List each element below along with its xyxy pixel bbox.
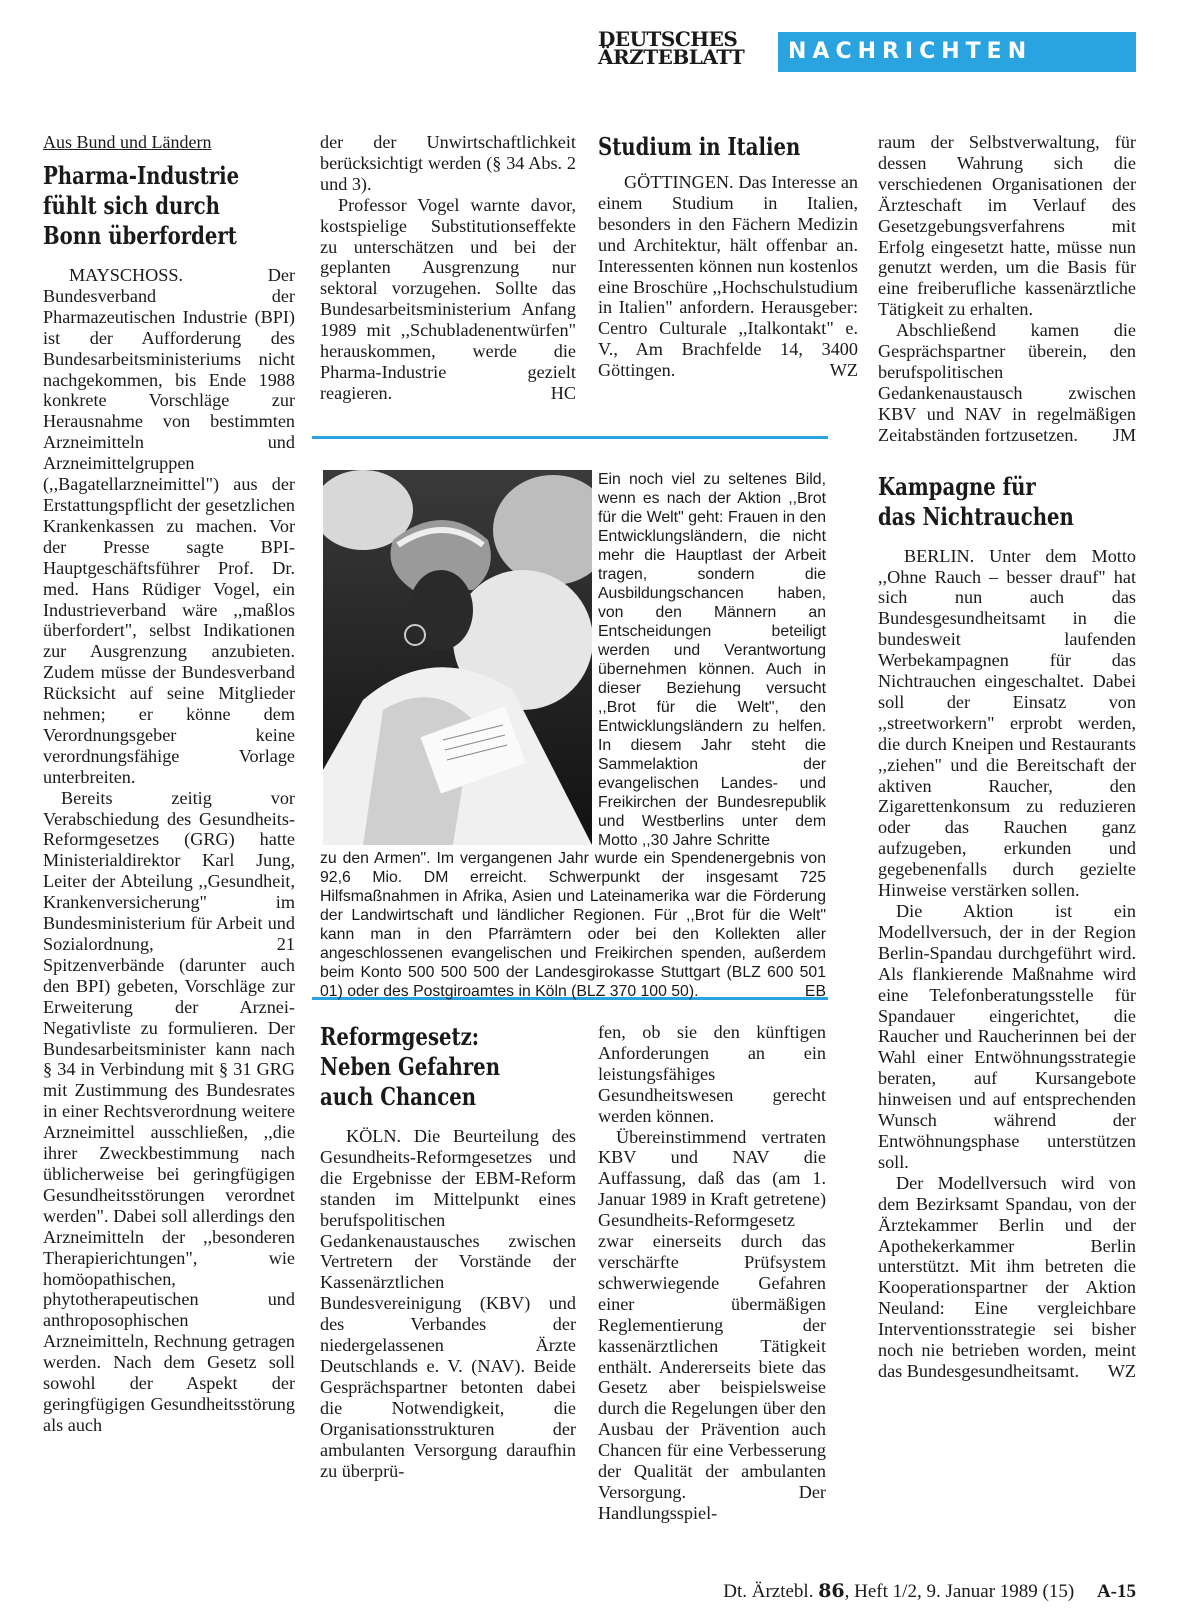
page-number: A-15 — [1096, 1581, 1136, 1602]
masthead-logo — [598, 27, 756, 69]
paragraph — [878, 320, 1136, 445]
paragraph: KÖLN. Die Beurteilung des Gesundheits-Reformgesetzes und die Ergebnisse der EBM-Reform standen im Mittelpunkt eines berufspolitischen Gedankenaustausches zwischen Vertretern der Vorstände der Kassenärztlichen Bundesvereinigung (KBV) und des Verbandes der niedergelassenen Ärzte Deutschlands e. V. (NAV). Beide Gesprächspartner betonten dabei die Notwendigkeit, die Organisationsstrukturen der ambulanten Versorgung daraufhin zu überprü- — [320, 1126, 576, 1481]
headline-line: Kampagne für — [878, 471, 1036, 501]
article-body — [320, 1126, 576, 1481]
citation-journal: Dt. Ärztebl. — [723, 1581, 814, 1602]
citation-issue: , Heft 1/2, 9. Januar 1989 (15) — [844, 1581, 1075, 1602]
paragraph: der der Unwirtschaftlichkeit berücksichtigt werden (§ 34 Abs. 2 und 3). — [320, 132, 576, 194]
section-label: NACHRICHTEN — [788, 39, 1033, 64]
headline-line: Neben Gefahren — [320, 1052, 501, 1081]
paragraph-text: GÖTTINGEN. Das Interesse an einem Studium in Italien, besonders in den Fächern Medizin und Architektur, hält offenbar an. Interessenten können nun kostenlos eine Broschüre ,,Hochschulstudium in Italien" anfordern. Herausgeber: Centro Culturale ,,Italkontakt" e. V., Am Brachfelde 14, 3400 Göttingen. — [598, 172, 858, 381]
paragraph: raum der Selbstverwaltung, für dessen Wahrung sich die verschiedenen Organisationen der Ärzteschaft im Verlauf des Gesetzgebungsverfahrens mit Erfolg eingesetzt hatte, müsse nun genutzt werden, um die Basis für eine freiberufliche kassenärztliche Tätigkeit zu erhalten. — [878, 132, 1136, 320]
headline-reform — [320, 1022, 530, 1112]
paragraph: fen, ob sie den künftigen Anforderungen an ein leistungsfähiges Gesundheitswesen gerecht werden können. — [598, 1022, 826, 1126]
paragraph: MAYSCHOSS. Der Bundesverband der Pharmazeutischen Industrie (BPI) ist der Aufforderung des Bundesarbeitsministeriums nicht nachgekommen, bis Ende 1988 konkrete Vorschläge zur Herausnahme von bestimmten Arzneimitteln und Arzneimittelgruppen (,,Bagatellarzneimittel") aus der Erstattungspflicht der gesetzlichen Krankenkassen zu machen. Vor der Presse sagte BPI-Hauptgeschäftsführer Prof. Dr. med. Hans Rüdiger Vogel, ein Industrieverband wäre ,,maßlos überfordert", selbst Indikationen zur Ausgrenzung anzubieten. Zudem müsse der Bundesverband Rücksicht auf seine Mitglieder nehmen; er könne dem Verordnungsgeber keine verordnungsfähige Vorlage unterbreiten. — [43, 265, 295, 787]
article-reform — [320, 1022, 576, 1481]
photo-woman-reading — [323, 470, 592, 845]
logo-line2: ÄRZTEBLATT — [598, 45, 745, 69]
headline-italien: Studium in Italien — [598, 132, 801, 161]
paragraph — [878, 1173, 1136, 1382]
paragraph-text: Abschließend kamen die Gesprächspartner überein, den berufspolitischen Gedankenaustausch zwischen KBV und NAV in regelmäßigen Zeitabständen fortzusetzen. — [878, 320, 1136, 445]
paragraph-text: Professor Vogel warnte davor, kostspielige Substitutionseffekte zu unterschätzen und bei der geplanten Ausgrenzung nur sektoral vorzugehen. Sollte das Bundesarbeitsministerium Anfang 1989 mit ,,Schubladenentwürfen" herauskommen, werde die Pharma-Industrie gezielt reagieren. — [320, 194, 576, 403]
signature: WZ — [1107, 1360, 1136, 1381]
paragraph: Bereits zeitig vor Verabschiedung des Gesundheits-Reformgesetzes (GRG) hatte Ministerialdirektor Karl Jung, Leiter der Abteilung ,,Gesundheit, Krankenversicherung" im Bundesministerium für Arbeit und Sozialordnung, 21 Spitzenverbände (darunter auch den BPI) gebeten, Vorschläge zur Erweiterung der Arznei-Negativliste zu formulieren. Der Bundesarbeitsminister kann nach § 34 in Verbindung mit § 31 GRG mit Zustimmung des Bundesrates in einer Rechtsverordnung weitere Arzneimittel ausschließen, ,,die ihrer Zweckbestimmung nach üblicherweise bei geringfügigen Gesundheitsstörungen verordnet werden". Dabei soll allerdings den Arzneimitteln der ,,besonderen Therapierichtungen", wie homöopathischen, phytotherapeutischen und anthroposophischen Arzneimitteln, Rechnung getragen werden. Nach dem Gesetz soll sowohl der Aspekt der geringfügigen Gesundheitsstörung als auch — [43, 787, 295, 1435]
paragraph: Die Aktion ist ein Modellversuch, der in der Region Berlin-Spandau durchgeführt wird. Als flankierende Maßnahme wird eine Telefonberatungsstelle für Spandauer eingerichtet, die Raucher und Raucherinnen bei der Wahl einer Entwöhnungsstrategie beraten, auf Kursangebote hinweisen und auf entsprechenden Wunsch während der Entwöhnungsphase unterstützen soll. — [878, 901, 1136, 1172]
headline-nichtrauchen — [878, 472, 1090, 532]
photo-illustration — [323, 470, 592, 845]
headline-line: Reformgesetz: — [320, 1022, 480, 1051]
article-body — [598, 1022, 826, 1524]
headline-line: Bonn überfordert — [43, 221, 237, 250]
column-right — [878, 132, 1136, 1382]
article-body — [878, 546, 1136, 1382]
signature: JM — [1112, 424, 1136, 445]
article-body — [598, 172, 858, 381]
article-body — [320, 132, 576, 404]
paragraph: Übereinstimmend vertraten KBV und NAV die Auffassung, daß das (am 1. Januar 1989 in Kraft getretene) Gesundheits-Reformgesetz zwar einerseits durch das verschärfte Prüfsystem schwerwiegende Gefahren einer übermäßigen Reglementierung der kassenärztlichen Tätigkeit enthält. Andererseits biete das Gesetz aber beispielsweise durch die Regelungen über den Ausbau der Prävention auch Chancen für eine Verbesserung der Qualität der ambulanten Versorgung. Der Handlungsspiel- — [598, 1126, 826, 1523]
article-pharma — [43, 132, 295, 1436]
article-pharma-continued — [320, 132, 576, 404]
paragraph — [598, 172, 858, 381]
paragraph-text: Der Modellversuch wird von dem Bezirksamt Spandau, von der Ärztekammer Berlin und der Apothekerkammer Berlin unterstützt. Mit ihm betreten die Kooperationspartner der Aktion Neuland: Eine vergleichbare Interventionsstrategie sei bisher noch nie betrieben worden, meint das Bundesgesundheitsamt. — [878, 1172, 1136, 1381]
photo-caption-side: Ein noch viel zu seltenes Bild, wenn es nach der Aktion ,,Brot für die Welt" geht: Frauen in den Entwicklungsländern, die nicht mehr die Hauptlast der Arbeit tragen, sondern die Ausbildungschancen haben, von den Männern an Entscheidungen beteiligt werden und Verantwortung übernehmen können. Auch in dieser Beziehung versucht ,,Brot für die Welt", den Entwicklungsländern zu helfen. In diesem Jahr steht die Sammelaktion der evangelischen Landes- und Freikirchen der Bundesrepublik und Westberlins unter dem Motto ,,30 Jahre Schritte — [598, 471, 826, 849]
article-italien — [598, 132, 858, 381]
section-banner — [778, 32, 1136, 72]
headline-line: auch Chancen — [320, 1082, 477, 1111]
article-body — [878, 132, 1136, 446]
headline-line: Pharma-Industrie — [43, 161, 240, 190]
signature: WZ — [829, 360, 858, 381]
rubric: Aus Bund und Ländern — [43, 132, 212, 152]
headline-line: das Nichtrauchen — [878, 501, 1074, 531]
page-footer — [620, 1580, 1136, 1603]
paragraph: BERLIN. Unter dem Motto ,,Ohne Rauch – besser drauf" hat sich nun auch das Bundesgesundheitsamt in die bundesweit laufenden Werbekampagnen für das Nichtrauchen eingeschaltet. Dabei soll der Einsatz von ,,streetworkern" erprobt werden, die durch Kneipen und Restaurants ,,ziehen" und die Bereitschaft der aktiven Raucher, den Zigarettenkonsum zu reduzieren oder das Rauchen ganz aufzugeben, erkunden und gegebenenfalls durch gezielte Hinweise verstärken sollen. — [878, 545, 1136, 901]
signature: HC — [550, 382, 576, 403]
headline-line: fühlt sich durch — [43, 191, 220, 220]
photo-caption-bottom — [320, 849, 826, 1001]
paragraph — [320, 195, 576, 404]
logo-line1: DEUTSCHES — [598, 27, 738, 51]
article-body — [43, 265, 295, 1436]
article-reform-continued — [598, 1022, 826, 1524]
signature: EB — [804, 983, 826, 1000]
citation-volume: 86 — [818, 1580, 845, 1602]
caption-text: zu den Armen". Im vergangenen Jahr wurde ein Spendenergebnis von 92,6 Mio. DM erreicht. Schwerpunkt der insgesamt 725 Hilfsmaßnahmen in Afrika, Asien und Lateinamerika war die Förderung der Landwirtschaft und ländlicher Regionen. Für ,,Brot für die Welt" kann man in den Pfarrämtern oder bei den Kollekten aller angeschlossenen evangelischen und Freikirchen spenden, außerdem beim Konto 500 500 500 der Landesgirokasse Stuttgart (BLZ 600 501 01) oder des Postgiroamtes in Köln (BLZ 370 100 50). — [320, 850, 826, 1000]
headline-pharma — [43, 161, 250, 251]
divider-rule — [312, 436, 828, 439]
